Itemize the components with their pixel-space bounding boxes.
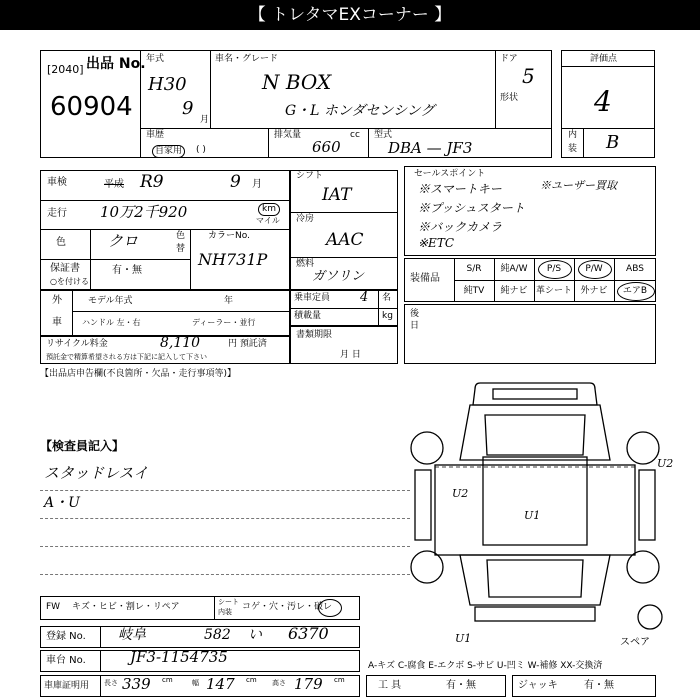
load-unit: kg xyxy=(382,311,393,321)
lot-label: 出品 No. xyxy=(86,56,146,72)
year-month: 9 xyxy=(182,98,194,119)
seat-label-2: 内装 xyxy=(218,608,232,616)
recycle-note: 預託金で精算希望される方は下記に記入して下さい xyxy=(46,353,207,361)
lot-number: 60904 xyxy=(50,92,133,122)
sales-point-item: ※スマートキー xyxy=(418,182,502,196)
recycle-value: 8,110 xyxy=(160,335,201,351)
model-value: DBA — JF3 xyxy=(388,139,473,157)
equipment-tv: 純TV xyxy=(463,286,485,296)
damage-mark: U1 xyxy=(524,509,541,522)
height-value: 179 xyxy=(294,675,323,693)
seller-note-label: 【出品店申告欄(不良箇所・欠品・走行事項等)】 xyxy=(40,369,237,379)
tools-label: 工 具 xyxy=(378,680,402,691)
inspection-label: 車検 xyxy=(47,177,67,188)
equipment-leather: 革シート xyxy=(535,286,572,296)
inspection-month: 9 xyxy=(230,172,241,192)
name-label: 車名・グレード xyxy=(215,54,279,64)
equipment-circle xyxy=(617,282,655,301)
certificate-label: 車庫証明用 xyxy=(44,681,90,691)
registration-class: 582 xyxy=(204,627,231,643)
inspection-value: R9 xyxy=(140,172,164,192)
shift-value: IAT xyxy=(322,185,352,205)
doc-deadline-label: 書類期限 xyxy=(296,330,333,340)
inspector-note-line: A・U xyxy=(44,495,80,511)
rear-label-1: 後 xyxy=(410,309,420,319)
vehicle-name: N BOX xyxy=(262,70,332,94)
displacement-unit: cc xyxy=(350,130,360,140)
seat-label-1: シート xyxy=(218,598,239,606)
damage-mark: U2 xyxy=(452,487,469,500)
lot-prefix: [2040] xyxy=(47,63,84,76)
ac-value: AAC xyxy=(326,230,364,250)
equipment-sr: S/R xyxy=(466,264,482,274)
handle-label: ハンドル 左・右 xyxy=(82,318,141,327)
sales-point-extra: ※ユーザー買取 xyxy=(540,179,617,192)
equipment-circle xyxy=(578,260,612,279)
mileage-label: 走行 xyxy=(47,208,67,219)
year-era: H30 xyxy=(148,74,187,95)
mileage-unit-mile: マイル xyxy=(256,216,280,225)
equipment-navi: 純ナビ xyxy=(500,286,528,296)
recycle-unit: 円 預託済 xyxy=(228,339,267,349)
seat-circle xyxy=(318,599,342,617)
damage-mark: U1 xyxy=(455,632,472,645)
shift-label: シフト xyxy=(296,171,324,181)
sales-point-item: ※バックカメラ xyxy=(418,220,503,234)
displacement-value: 660 xyxy=(312,138,341,156)
equipment-ps: P/S xyxy=(546,264,562,274)
fw-value: キズ・ヒビ・割レ・リペア xyxy=(72,602,180,612)
inspection-month-unit: 月 xyxy=(252,179,262,190)
capacity-label: 乗車定員 xyxy=(294,293,331,303)
capacity-value: 4 xyxy=(360,290,369,305)
height-unit: cm xyxy=(334,676,345,684)
length-unit: cm xyxy=(162,676,173,684)
import-label-2: 車 xyxy=(52,317,62,328)
fuel-value: ガソリン xyxy=(312,269,365,284)
fuel-label: 燃料 xyxy=(296,259,315,269)
jack-label: ジャッキ xyxy=(518,680,558,691)
year-month-unit: 月 xyxy=(200,115,210,125)
length-value: 339 xyxy=(122,675,151,693)
width-value: 147 xyxy=(206,675,235,693)
displacement-label: 排気量 xyxy=(274,130,302,140)
sales-points-label: セールスポイント xyxy=(414,169,486,179)
sales-point-item: ※プッシュスタート xyxy=(418,201,525,215)
equipment-label: 装備品 xyxy=(410,273,440,284)
equipment-ext-navi: 外ナビ xyxy=(580,286,608,296)
width-label: 幅 xyxy=(192,679,199,687)
import-box xyxy=(40,290,290,336)
interior-label-1: 内 xyxy=(568,130,578,140)
jack-value: 有・無 xyxy=(584,680,614,691)
equipment-circle xyxy=(538,260,572,279)
load-label: 積載量 xyxy=(294,311,322,321)
score-value: 4 xyxy=(594,85,612,118)
recycle-label: リサイクル料金 xyxy=(46,339,108,349)
warranty-label: 保証書 xyxy=(50,263,80,274)
mileage-value: 10万2千920 xyxy=(100,203,188,221)
score-label: 評価点 xyxy=(590,54,618,64)
sales-point-item: ※ETC xyxy=(418,236,454,250)
seat-value: コゲ・穴・汚レ・破レ xyxy=(242,602,333,612)
interior-value: B xyxy=(606,132,620,153)
damage-mark: U2 xyxy=(657,457,674,470)
mileage-unit-km: km xyxy=(258,203,280,216)
color-label: 色 xyxy=(56,237,66,248)
model-year-label: モデル年式 xyxy=(88,296,133,306)
model-label: 型式 xyxy=(374,130,393,140)
interior-label-2: 装 xyxy=(568,144,578,154)
usage-label: 車歴 xyxy=(146,130,165,140)
equipment-airbag: エアB xyxy=(622,286,648,296)
import-label-1: 外 xyxy=(52,295,62,306)
shape-label: 形状 xyxy=(500,93,519,103)
doors-value: 5 xyxy=(522,64,535,88)
chassis-label: 車台 No. xyxy=(46,655,86,666)
warranty-value: 有・無 xyxy=(112,265,142,276)
inspector-note-line: スタッドレスイ xyxy=(44,464,149,482)
doors-label: ドア xyxy=(500,54,518,64)
vehicle-grade: G・L ホンダセンシング xyxy=(285,103,435,119)
registration-number: 6370 xyxy=(288,624,329,643)
equipment-alloy: 純A/W xyxy=(500,264,528,274)
width-unit: cm xyxy=(246,676,257,684)
year-label: 年式 xyxy=(146,54,165,64)
tools-value: 有・無 xyxy=(446,680,476,691)
chassis-value: JF3-1154735 xyxy=(130,648,228,666)
model-year-unit: 年 xyxy=(224,296,234,306)
color-change-1: 色 xyxy=(176,231,186,241)
usage-paren: ( ) xyxy=(196,145,206,155)
ac-label: 冷房 xyxy=(296,214,315,224)
color-value: クロ xyxy=(108,232,139,250)
page-title: 【 トレタマEXコーナー 】 xyxy=(0,0,700,30)
height-label: 高さ xyxy=(272,679,286,687)
spare-label: スペア xyxy=(620,637,650,648)
damage-legend: A-キズ C-腐食 E-エクボ S-サビ U-凹ミ W-補修 XX-交換済 xyxy=(368,661,603,671)
dealer-label: ディーラー・並行 xyxy=(192,318,256,327)
doc-deadline-unit: 月 日 xyxy=(340,350,361,360)
rear-box xyxy=(404,304,656,364)
color-no-label: カラーNo. xyxy=(208,231,250,241)
color-change-2: 替 xyxy=(176,244,186,254)
usage-value: 自家用 xyxy=(152,145,185,158)
capacity-unit: 名 xyxy=(382,293,392,303)
inspector-label: 【検査員記入】 xyxy=(40,439,125,453)
registration-region: 岐阜 xyxy=(118,627,146,643)
registration-kana: い xyxy=(248,627,262,643)
equipment-abs: ABS xyxy=(626,264,644,274)
color-no-value: NH731P xyxy=(198,250,268,269)
inspection-prefix: 平成 xyxy=(104,179,124,190)
warranty-note: ○を付ける xyxy=(50,277,89,286)
length-label: 長さ xyxy=(104,679,118,687)
rear-label-2: 日 xyxy=(410,321,420,331)
fw-label: FW xyxy=(46,602,61,612)
equipment-pw: P/W xyxy=(585,264,603,274)
registration-label: 登録 No. xyxy=(46,631,86,642)
